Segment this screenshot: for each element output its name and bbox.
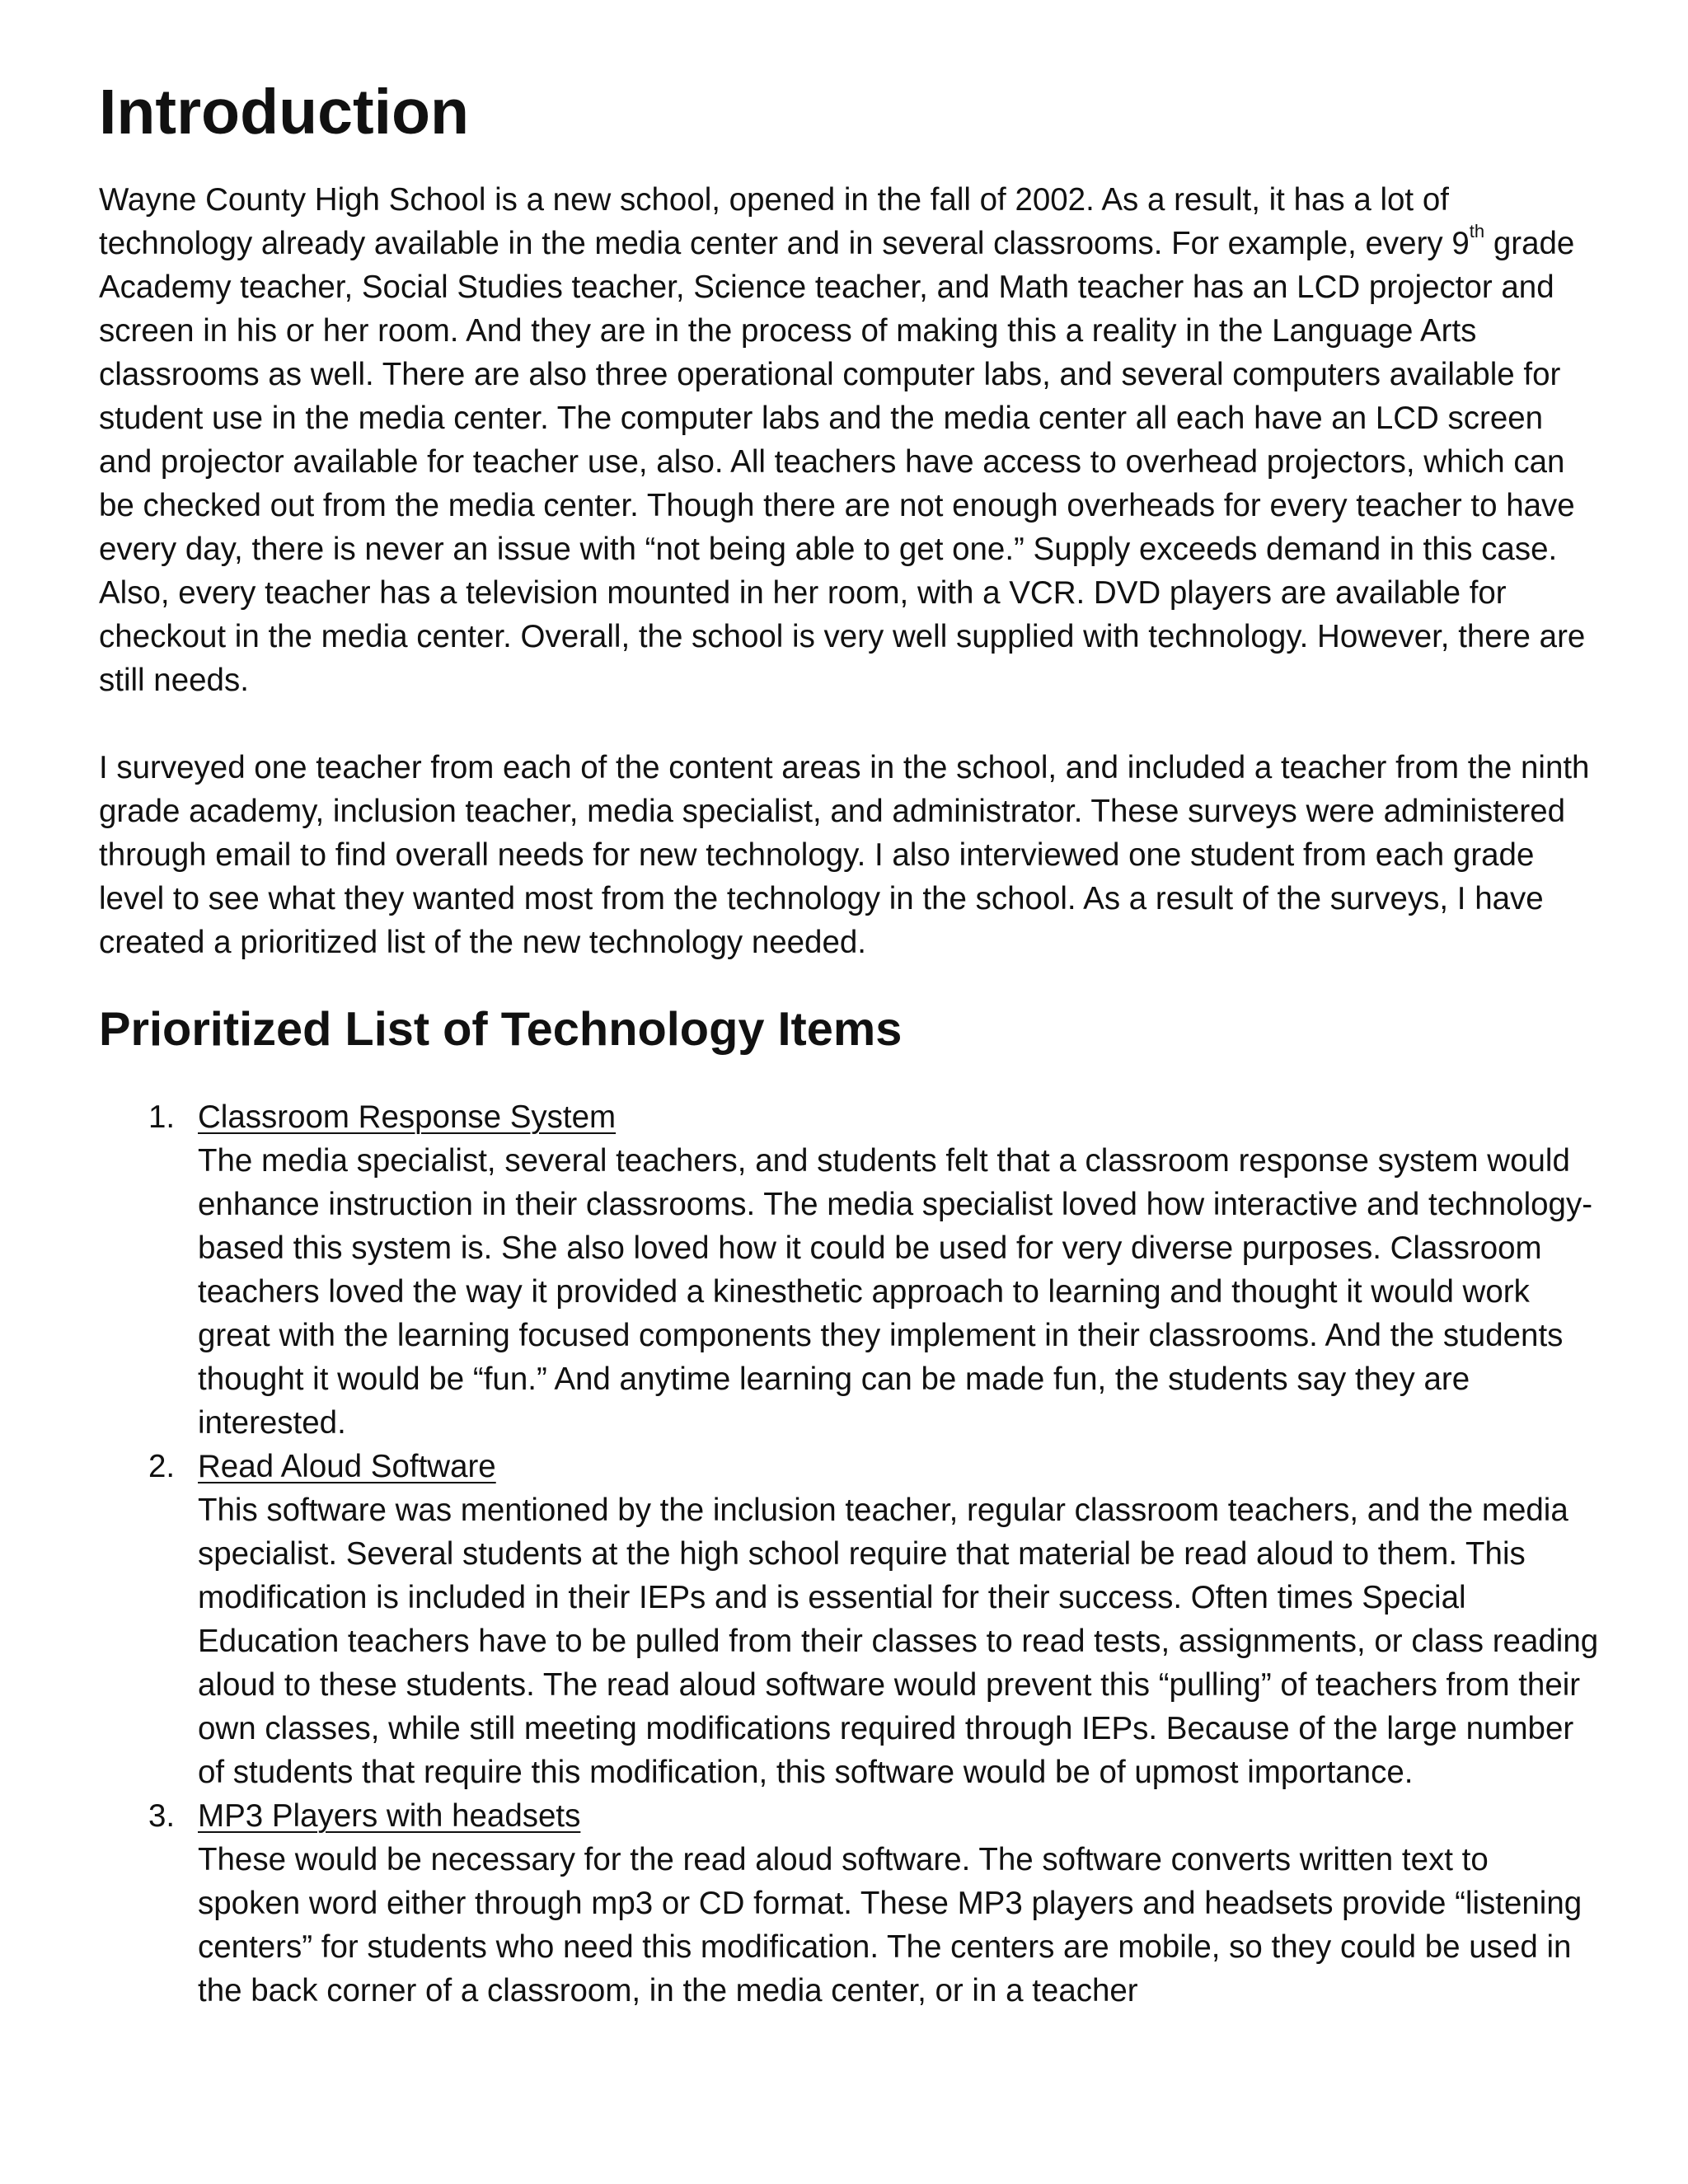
list-item-title: Classroom Response System <box>198 1099 617 1135</box>
introduction-heading: Introduction <box>99 77 470 148</box>
prioritized-list <box>99 1095 1599 2013</box>
introduction-paragraph-1 <box>99 178 1599 702</box>
introduction-paragraph-2: I surveyed one teacher from each of the content areas in the school, and included a teacher from the ninth grade academy, inclusion teacher, media specialist, and administrator. These surveys were administered through email to find overall needs for new technology. I also interviewed one student from each grade level to see what they wanted most from the technology in the school. As a result of the surveys, I have created a prioritized list of the new technology needed. <box>99 750 1590 960</box>
list-item-title: Read Aloud Software <box>198 1449 496 1484</box>
list-item-number: 1. <box>148 1099 176 1135</box>
list-item-number: 3. <box>148 1798 176 1834</box>
list-item-title: MP3 Players with headsets <box>198 1798 581 1834</box>
list-item <box>99 1095 1599 1445</box>
list-item <box>99 1445 1599 1794</box>
ordinal-suffix: th <box>1469 221 1485 242</box>
list-item-body: This software was mentioned by the inclusion teacher, regular classroom teachers, and the media specialist. Several students at the high school require that material be read aloud to them. This modification is included in their IEPs and is essential for their success. Often times Special Education teachers have to be pulled from their classes to read tests, assignments, or class reading aloud to these students. The read aloud software would prevent this “pulling” of teachers from their own classes, while still meeting modifications required through IEPs. Because of the large number of students that require this modification, this software would be of upmost importance. <box>198 1493 1599 1790</box>
list-item-body: The media specialist, several teachers, and students felt that a classroom response system would enhance instruction in their classrooms. The media specialist loved how interactive and technology-based this system is. She also loved how it could be used for very diverse purposes. Classroom teachers loved the way it provided a kinesthetic approach to learning and thought it would work great with the learning focused components they implement in their classrooms. And the students thought it would be “fun.” And anytime learning can be made fun, the students say they are interested. <box>198 1143 1593 1441</box>
prioritized-list-heading: Prioritized List of Technology Items <box>99 1003 903 1056</box>
introduction-paragraph-1-text-b: grade Academy teacher, Social Studies teacher, Science teacher, and Math teacher has an LCD projector and screen in his or her room. And they are in the process of making this a reality in the Language Arts classrooms as well. There are also three operational computer labs, and several computers available for student use in the media center. The computer labs and the media center all each have an LCD screen and projector available for teacher use, also. All teachers have access to overhead projectors, which can be checked out from the media center. Though there are not enough overheads for every teacher to have every day, there is never an issue with “not being able to get one.” Supply exceeds demand in this case. Also, every teacher has a television mounted in her room, with a VCR. DVD players are available for checkout in the media center. Overall, the school is very well supplied with technology. However, there are still needs. <box>99 226 1586 698</box>
introduction-paragraph-1-text-a: Wayne County High School is a new school, opened in the fall of 2002. As a result, it has a lot of technology already available in the media center and in several classrooms. For example, every 9 <box>99 182 1470 261</box>
list-item-number: 2. <box>148 1449 176 1484</box>
list-item <box>99 1794 1599 2013</box>
document-page <box>99 77 1599 2013</box>
list-item-body: These would be necessary for the read aloud software. The software converts written text to spoken word either through mp3 or CD format. These MP3 players and headsets provide “listening centers” for students who need this modification. The centers are mobile, so they could be used in the back corner of a classroom, in the media center, or in a teacher <box>198 1842 1582 2008</box>
